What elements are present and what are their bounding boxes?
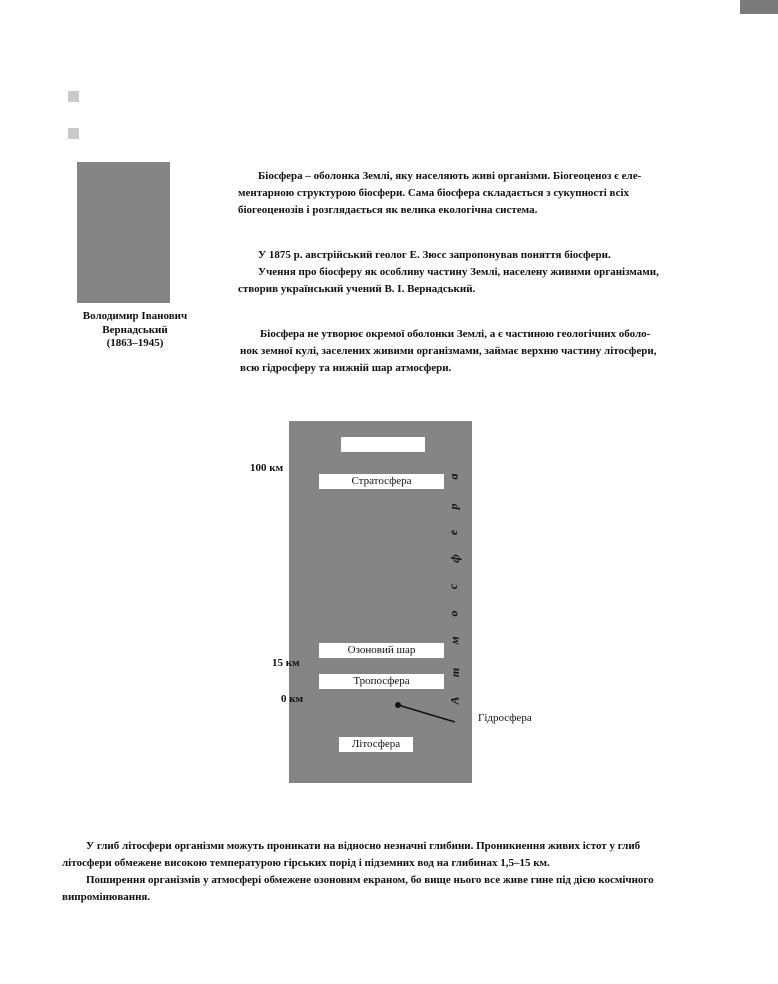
caption-years: (1863–1945) <box>106 337 164 349</box>
bottom-text <box>62 838 730 906</box>
paragraph-biosphere-history <box>238 247 724 298</box>
hydrosphere-label: Гідросфера <box>478 712 532 724</box>
page-corner-tab <box>740 0 778 14</box>
hydrosphere-pointer <box>289 421 472 783</box>
atmosphere-letter: А <box>447 696 462 705</box>
atmosphere-letter: а <box>446 473 461 480</box>
biosphere-diagram <box>289 421 472 783</box>
list-bullet-2 <box>68 128 79 139</box>
text-line: Біосфера не утворює окремої оболонки Землі, а є частиною геологічних оболо- <box>260 328 651 340</box>
atmosphere-letter: е <box>446 529 461 536</box>
text-line: випромінювання. <box>62 891 151 903</box>
altitude-label-100km: 100 км <box>250 462 284 474</box>
paragraph-biosphere-structure <box>240 326 718 377</box>
troposphere-box: Тропосфера <box>319 674 444 689</box>
stratosphere-box: Стратосфера <box>319 474 444 489</box>
lithosphere-box: Літосфера <box>339 737 413 752</box>
text-line: нок земної кулі, заселених живими організмами, займає верхню частину літосфери, <box>240 345 657 357</box>
portrait-caption <box>60 310 210 351</box>
atmosphere-letter: ф <box>447 554 462 563</box>
paragraph-biosphere-definition <box>238 168 716 219</box>
text-line: літосфери обмежене високою температурою гірських порід і підземних вод на глибинах 1,5–15 км. <box>62 857 550 869</box>
text-line: Учення про біосферу як особливу частину Землі, населену живими організмами, <box>258 266 659 278</box>
text-line: всю гідросферу та нижній шар атмосфери. <box>240 362 452 374</box>
atmosphere-letter: р <box>446 503 461 510</box>
altitude-label-0km: 0 км <box>281 693 304 705</box>
atmosphere-letter: т <box>448 667 463 678</box>
text-line: У 1875 р. австрійський геолог Е. Зюсс запропонував поняття біосфери. <box>258 249 611 261</box>
atmosphere-letter: с <box>446 583 461 590</box>
list-bullet-1 <box>68 91 79 102</box>
altitude-label-15km: 15 км <box>272 657 300 669</box>
ozone-layer-box: Озоновий шар <box>319 643 444 658</box>
text-line: Поширення організмів у атмосфері обмежене озоновим екраном, бо вище нього все живе гине під дією космічного <box>86 874 654 886</box>
text-line: У глиб літосфери організми можуть проникати на відносно незначні глибини. Проникнення живих істот у глиб <box>86 840 641 852</box>
text-line: створив український учений В. І. Вернадський. <box>238 283 476 295</box>
vernadsky-portrait <box>77 162 170 303</box>
text-line: біогеоценозів і розглядається як велика екологічна система. <box>238 204 538 216</box>
caption-name: Володимир Іванович <box>82 310 188 322</box>
text-line: Біосфера – оболонка Землі, яку населяють живі організми. Біогеоценоз є еле- <box>258 170 642 182</box>
caption-surname: Вернадський <box>102 323 168 336</box>
atmosphere-letter: м <box>447 636 462 645</box>
text-line: ментарною структурою біосфери. Сама біосфера складається з сукупності всіх <box>238 187 630 199</box>
atmosphere-letter: о <box>446 610 461 617</box>
